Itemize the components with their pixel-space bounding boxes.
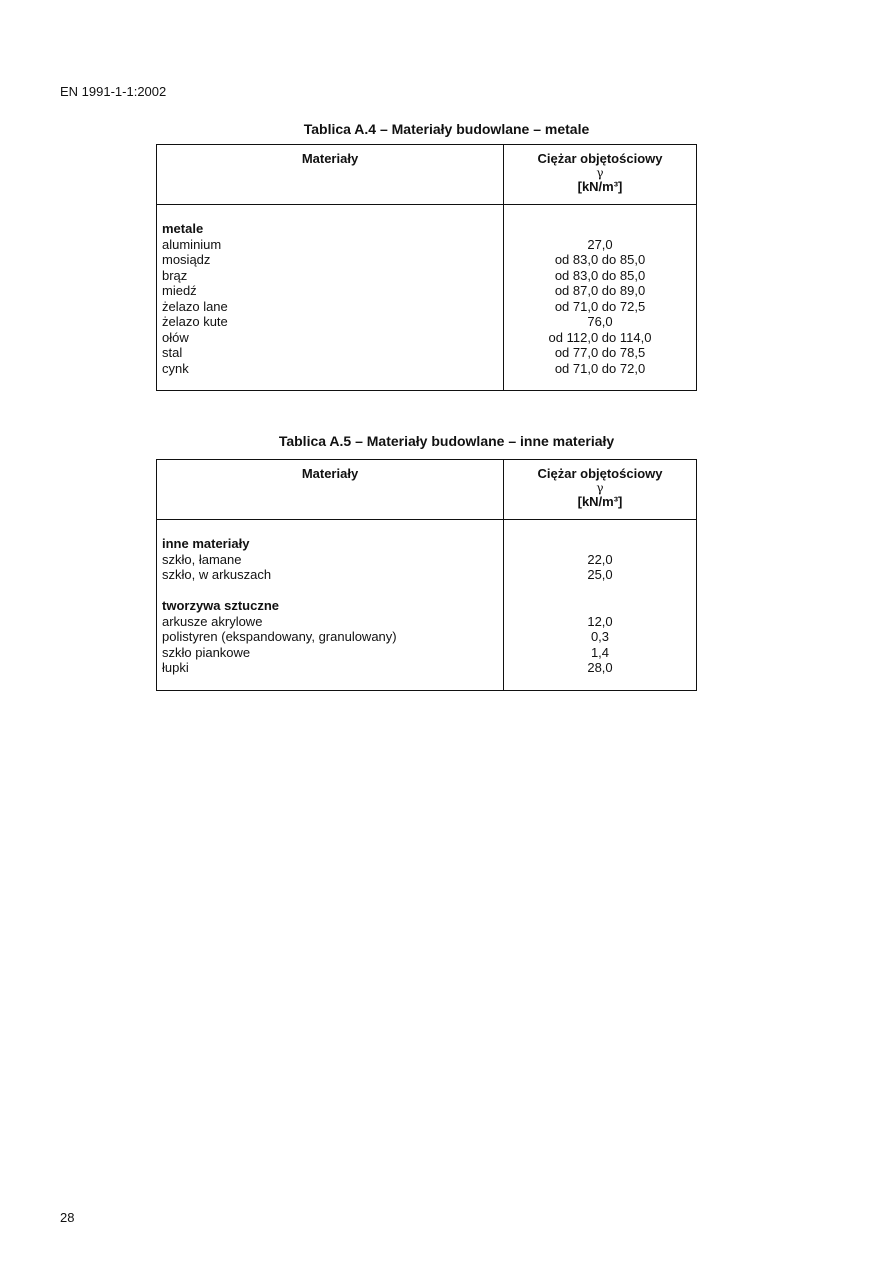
weight-value: od 71,0 do 72,5 bbox=[554, 298, 646, 314]
weight-value: od 87,0 do 89,0 bbox=[554, 283, 646, 298]
weight-value: 28,0 bbox=[587, 660, 613, 675]
col-weight-header bbox=[504, 460, 696, 519]
material-name: brąz bbox=[162, 267, 188, 283]
group-gap bbox=[504, 583, 696, 599]
col-material-header: Materiały bbox=[157, 460, 504, 519]
col-material-header: Materiały bbox=[157, 145, 504, 204]
table-a4-title: Tablica A.4 – Materiały budowlane – metale bbox=[303, 121, 590, 137]
unit-label: [kN/m³] bbox=[577, 178, 623, 194]
table-a4-body bbox=[157, 205, 696, 390]
weight-value: 12,0 bbox=[587, 613, 613, 629]
unit-label: [kN/m³] bbox=[577, 493, 623, 509]
weight-value: od 77,0 do 78,5 bbox=[554, 345, 646, 360]
material-name: polistyren (ekspandowany, granulowany) bbox=[162, 629, 397, 644]
material-column bbox=[157, 205, 504, 390]
weight-value: od 71,0 do 72,0 bbox=[554, 360, 646, 376]
material-name: szkło, w arkuszach bbox=[162, 567, 272, 582]
page-number: 28 bbox=[60, 1210, 75, 1225]
weight-label: Ciężar objętościowy bbox=[537, 466, 663, 481]
weight-value: od 112,0 do 114,0 bbox=[548, 329, 652, 345]
material-name: żelazo lane bbox=[162, 298, 228, 314]
material-name: stal bbox=[162, 345, 183, 360]
group-spacer bbox=[504, 536, 696, 552]
weight-value: 0,3 bbox=[590, 629, 610, 644]
gamma-symbol: γ bbox=[596, 480, 604, 495]
group-heading: inne materiały bbox=[162, 536, 250, 551]
table-a5 bbox=[156, 459, 697, 691]
col-weight-header bbox=[504, 145, 696, 204]
material-name: cynk bbox=[162, 360, 189, 376]
material-name: ołów bbox=[162, 329, 189, 345]
weight-value: od 83,0 do 85,0 bbox=[554, 267, 646, 283]
table-a4-header bbox=[157, 145, 696, 205]
material-name: arkusze akrylowe bbox=[162, 613, 263, 629]
table-a5-body bbox=[157, 520, 696, 690]
group-spacer bbox=[504, 221, 696, 237]
weight-value: 76,0 bbox=[587, 314, 613, 329]
weight-value: 27,0 bbox=[587, 236, 613, 252]
weight-value: 1,4 bbox=[590, 644, 610, 660]
value-column bbox=[504, 205, 696, 390]
material-name: mosiądz bbox=[162, 252, 211, 267]
material-name: miedź bbox=[162, 283, 197, 298]
material-name: szkło, łamane bbox=[162, 551, 242, 567]
material-name: aluminium bbox=[162, 236, 222, 252]
material-name: szkło piankowe bbox=[162, 644, 251, 660]
weight-value: 25,0 bbox=[587, 567, 613, 582]
group-heading: tworzywa sztuczne bbox=[162, 598, 280, 613]
weight-value: 22,0 bbox=[587, 551, 613, 567]
document-id: EN 1991-1-1:2002 bbox=[60, 84, 167, 99]
material-name: żelazo kute bbox=[162, 314, 228, 329]
material-name: łupki bbox=[162, 660, 189, 675]
group-heading: metale bbox=[162, 221, 204, 236]
group-spacer bbox=[504, 598, 696, 614]
group-gap bbox=[162, 583, 503, 599]
gamma-symbol: γ bbox=[596, 165, 604, 180]
material-column bbox=[157, 520, 504, 690]
table-a4 bbox=[156, 144, 697, 391]
table-a5-title: Tablica A.5 – Materiały budowlane – inne materiały bbox=[278, 433, 615, 449]
table-a5-header bbox=[157, 460, 696, 520]
weight-value: od 83,0 do 85,0 bbox=[554, 252, 646, 267]
weight-label: Ciężar objętościowy bbox=[537, 151, 663, 166]
value-column bbox=[504, 520, 696, 690]
